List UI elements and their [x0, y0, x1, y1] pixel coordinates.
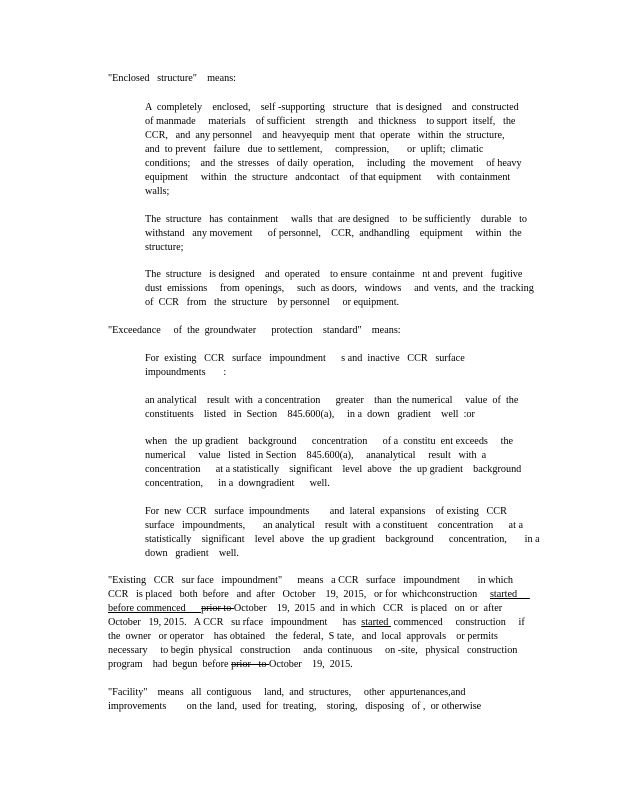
deleted-text: prior to — [231, 659, 269, 670]
paragraph-line: and to prevent failure due to settlement, compression, or uplift; climatic — [145, 144, 484, 155]
inserted-text: started — [489, 589, 530, 600]
paragraph-line — [108, 588, 530, 602]
definition-heading-existing-ccr: "Existing CCR sur face impoundment" means a CCR surface impoundment in which — [108, 575, 514, 586]
paragraph-line: the owner or operator has obtained the federal, S tate, and local approvals or permits — [108, 631, 498, 642]
paragraph-line: conditions; and the stresses of daily operation, including the movement of heavy — [145, 158, 522, 169]
paragraph-line — [108, 658, 353, 672]
definition-heading-enclosed-structure: "Enclosed structure" means: — [108, 73, 236, 84]
paragraph-line: of manmade materials of sufficient strength and thickness to support itself, the — [145, 116, 516, 127]
paragraph-line: For existing CCR surface impoundment s and inactive CCR surface — [145, 353, 465, 364]
paragraph-line — [108, 616, 525, 630]
definition-heading-exceedance: "Exceedance of the groundwater protection standard" means: — [108, 325, 401, 336]
paragraph-line: CCR, and any personnel and heavyequip ment that operate within the structure, — [145, 130, 505, 141]
paragraph-line: The structure has containment walls that are designed to be sufficiently durable to — [145, 214, 528, 225]
text-run: October 19, 2015. A CCR su rface impoundment has — [108, 617, 362, 628]
definition-heading-facility: "Facility" means all contiguous land, and structures, other appurtenances,and — [108, 687, 466, 698]
paragraph-line: structure; — [145, 242, 184, 253]
paragraph-line — [108, 602, 502, 616]
text-run: program had begun before — [108, 659, 232, 670]
paragraph-line: walls; — [145, 186, 170, 197]
inserted-text: before commenced — [108, 603, 202, 614]
paragraph-line: surface impoundments, an analytical result with a constituent concentration at a — [145, 520, 523, 531]
paragraph-line: down gradient well. — [145, 548, 239, 559]
paragraph-line: of CCR from the structure by personnel or equipment. — [145, 297, 400, 308]
paragraph-line: equipment within the structure andcontact of that equipment with containment — [145, 172, 511, 183]
text-run: October 19, 2015 and in which CCR is placed on or after — [233, 603, 503, 614]
paragraph-line: For new CCR surface impoundments and lateral expansions of existing CCR — [145, 506, 507, 517]
paragraph-line: statistically significant level above the up gradient background concentration, in a — [145, 534, 540, 545]
paragraph-line: constituents listed in Section 845.600(a), in a down gradient well :or — [145, 409, 475, 420]
paragraph-line: concentration, in a downgradient well. — [145, 478, 330, 489]
paragraph-line: A completely enclosed, self -supporting structure that is designed and constructed — [145, 102, 519, 113]
paragraph-line: The structure is designed and operated to ensure containme nt and prevent fugitive — [145, 269, 523, 280]
paragraph-line: an analytical result with a concentration greater than the numerical value of the — [145, 395, 519, 406]
text-run: commenced construction if — [390, 617, 525, 628]
paragraph-line: impoundments : — [145, 367, 227, 378]
text-run: CCR is placed both before and after October 19, 2015, or for whichconstruction — [108, 589, 490, 600]
paragraph-line: dust emissions from openings, such as doors, windows and vents, and the tracking — [145, 283, 534, 294]
paragraph-line: numerical value listed in Section 845.600(a), ananalytical result with a — [145, 450, 487, 461]
paragraph-line: withstand any movement of personnel, CCR, andhandling equipment within the — [145, 228, 522, 239]
deleted-text: prior to — [201, 603, 234, 614]
paragraph-line: concentration at a statistically significant level above the up gradient background — [145, 464, 522, 475]
text-run: October 19, 2015. — [268, 659, 353, 670]
paragraph-line: when the up gradient background concentration of a constitu ent exceeds the — [145, 436, 514, 447]
inserted-text: started — [361, 617, 391, 628]
paragraph-line: improvements on the land, used for treating, storing, disposing of , or otherwise — [108, 701, 482, 712]
paragraph-line: necessary to begin physical construction anda continuous on -site, physical construction — [108, 645, 518, 656]
